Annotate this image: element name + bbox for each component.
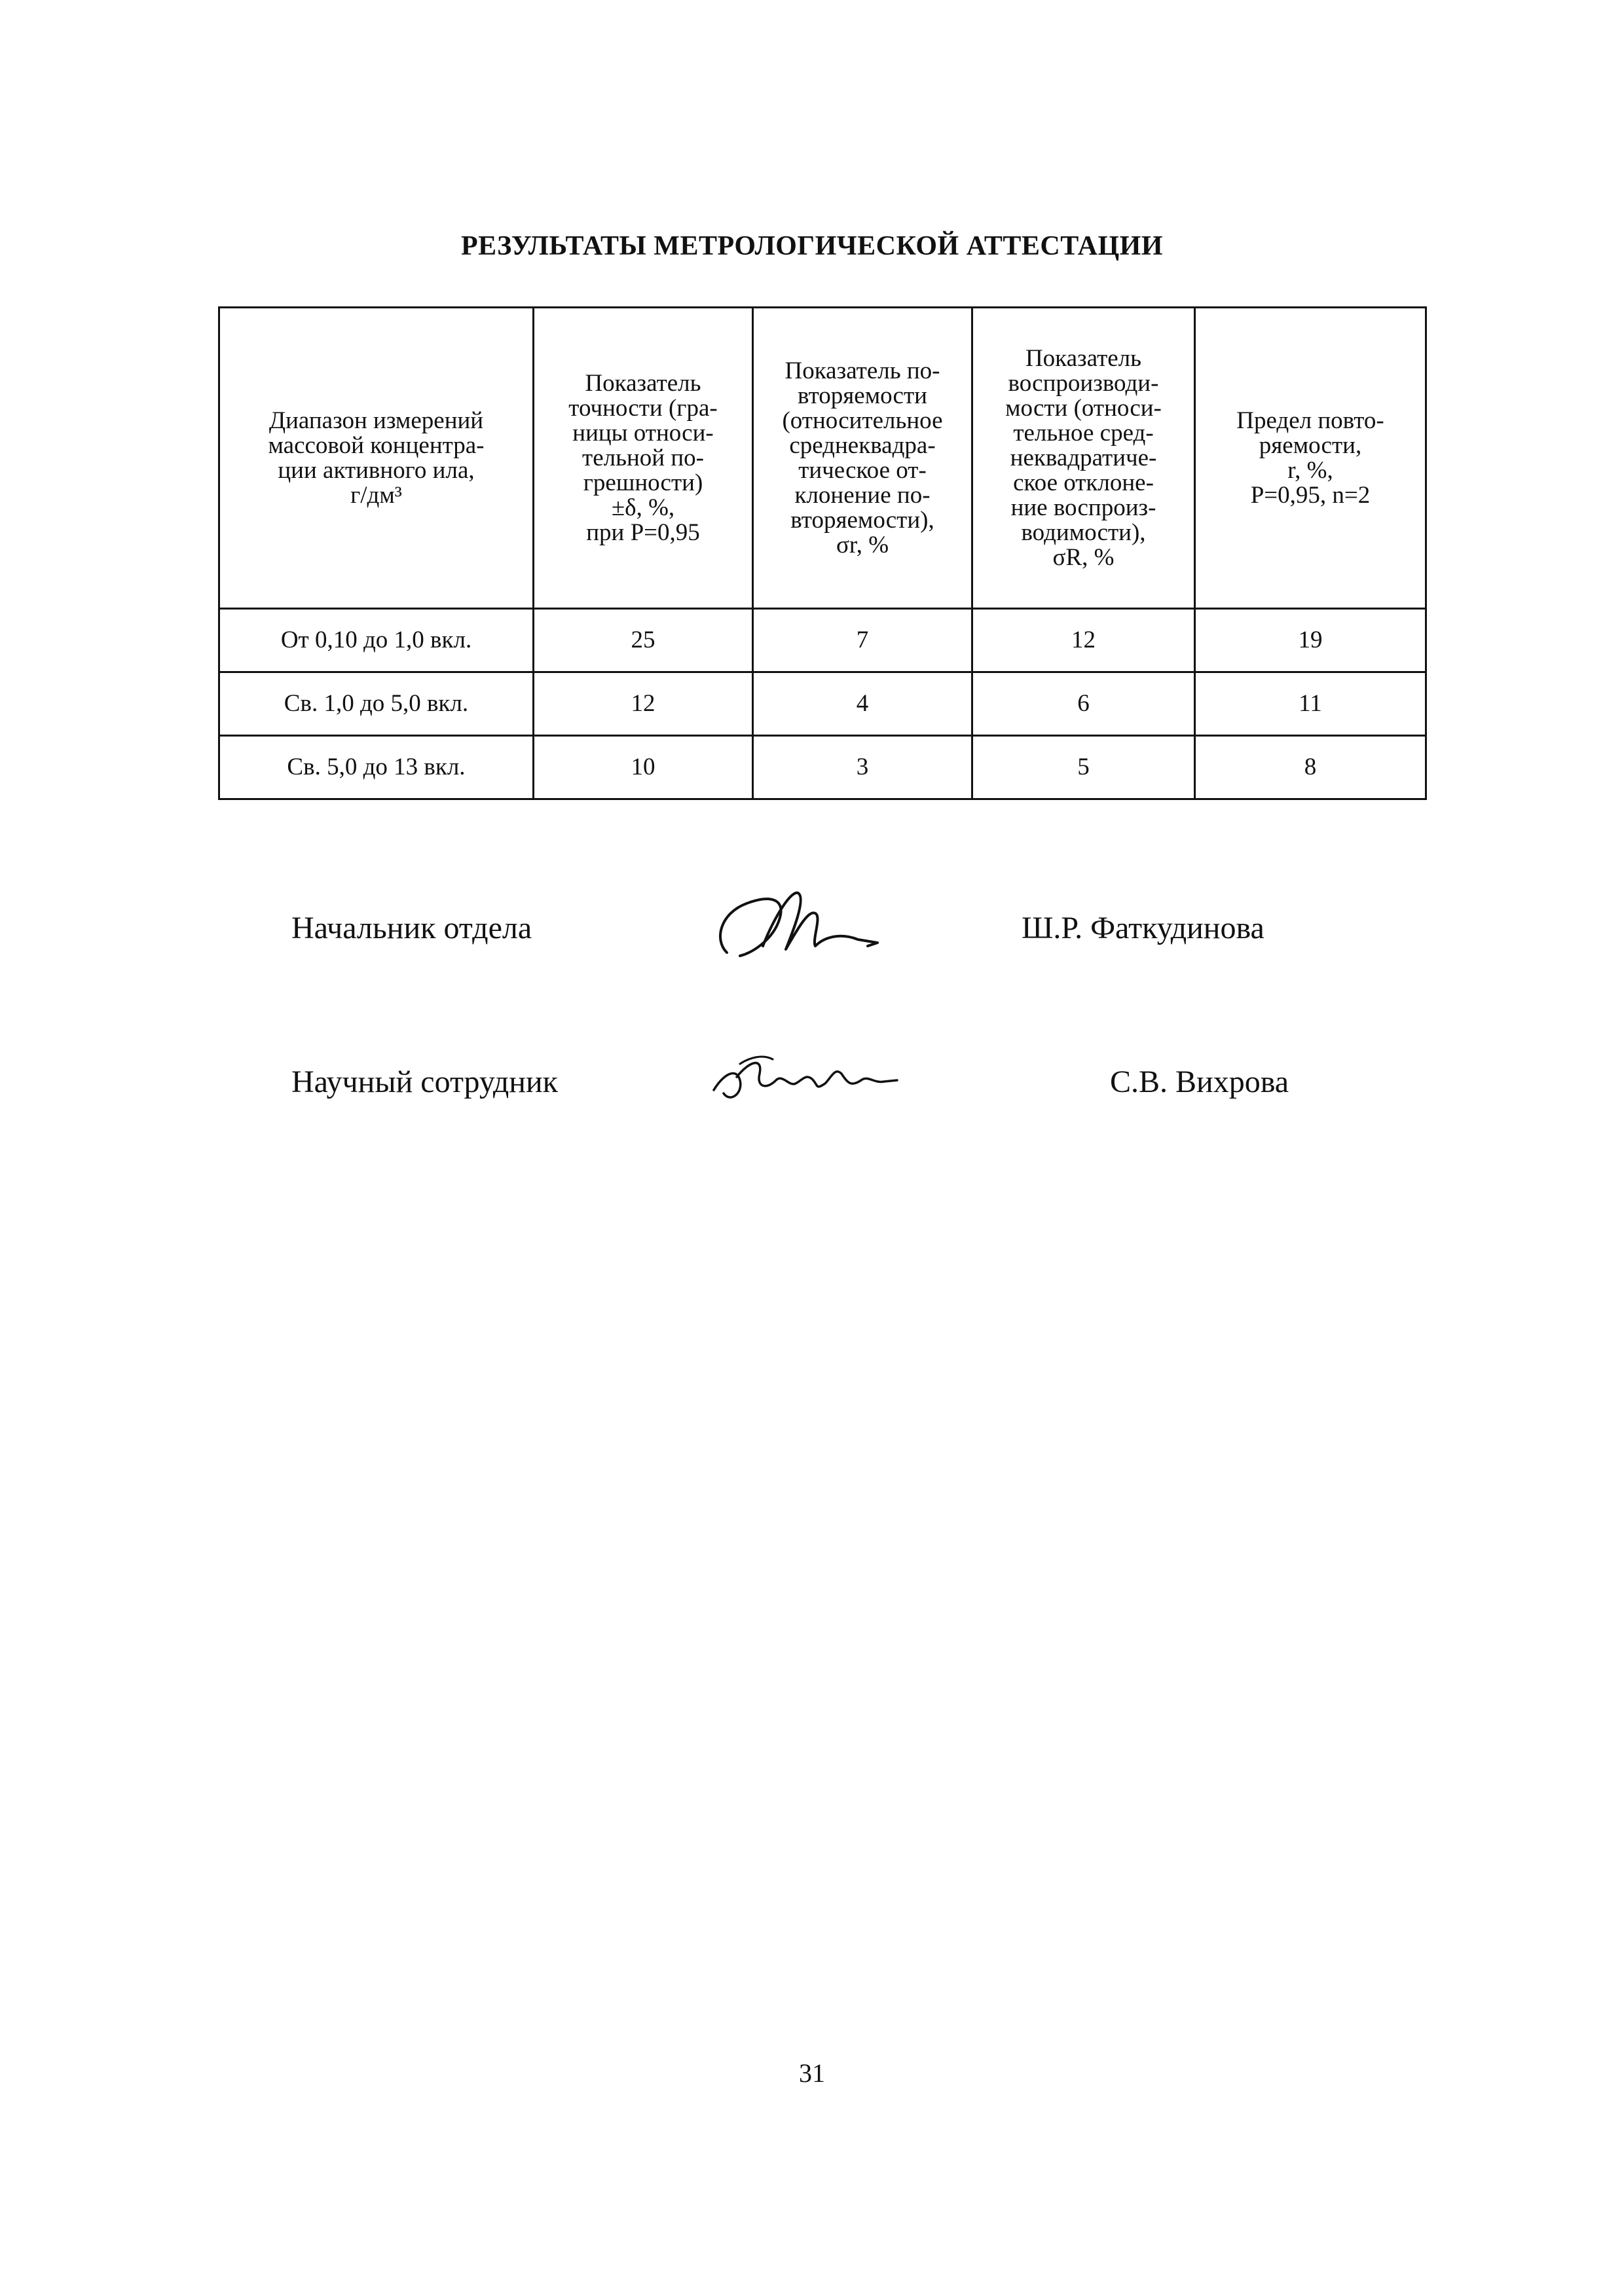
header-line: ние воспроиз- — [1010, 494, 1156, 521]
signature-row-head — [0, 874, 1624, 979]
header-line: (относительное — [782, 407, 943, 434]
limit-cell: 8 — [1195, 736, 1426, 799]
page-number: 31 — [799, 2058, 825, 2088]
header-measurement-range — [219, 308, 534, 609]
header-repeatability — [753, 308, 972, 609]
range-cell: От 0,10 до 1,0 вкл. — [219, 609, 534, 672]
repeatability-cell: 4 — [753, 672, 972, 736]
header-line: вторяемости — [798, 382, 927, 409]
signature-position: Начальник отдела — [291, 911, 532, 945]
header-line: г/дм³ — [350, 481, 402, 509]
document-title: РЕЗУЛЬТАТЫ МЕТРОЛОГИЧЕСКОЙ АТТЕСТАЦИИ — [460, 231, 1163, 261]
header-line: Показатель по- — [784, 357, 940, 384]
header-line: водимости), — [1021, 519, 1146, 546]
handwritten-signature — [701, 874, 897, 979]
header-line: ряемости, — [1259, 431, 1362, 459]
accuracy-cell: 12 — [534, 672, 753, 736]
header-repeatability-limit — [1195, 308, 1426, 609]
header-line: вторяемости), — [790, 506, 934, 534]
reproducibility-cell: 6 — [972, 672, 1195, 736]
header-line: грешности) — [583, 469, 703, 496]
header-line: тельной по- — [582, 444, 704, 471]
header-line: σR, % — [1052, 543, 1115, 571]
signature-row-researcher — [0, 1028, 1624, 1133]
header-line: ±δ, %, — [611, 494, 675, 521]
header-line: r, %, — [1287, 456, 1333, 484]
header-line: Показатель — [1025, 344, 1142, 372]
accuracy-cell: 10 — [534, 736, 753, 799]
header-line: Предел повто- — [1236, 407, 1384, 434]
header-line: Р=0,95, n=2 — [1250, 481, 1371, 509]
signature-name: Ш.Р. Фаткудинова — [1022, 911, 1264, 945]
header-line: тическое от- — [798, 456, 927, 484]
header-line: среднеквадра- — [789, 431, 936, 459]
signature-position: Научный сотрудник — [291, 1065, 558, 1099]
header-line: точности (гра- — [568, 394, 718, 422]
table-header-row — [219, 308, 1426, 609]
range-cell: Св. 1,0 до 5,0 вкл. — [219, 672, 534, 736]
table-row — [219, 609, 1426, 672]
header-line: ницы относи- — [572, 419, 714, 446]
header-line: массовой концентра- — [268, 431, 485, 459]
header-accuracy — [534, 308, 753, 609]
reproducibility-cell: 12 — [972, 609, 1195, 672]
handwritten-signature — [701, 1028, 910, 1133]
header-line: тельное сред- — [1013, 419, 1154, 446]
header-line: мости (относи- — [1005, 394, 1162, 422]
reproducibility-cell: 5 — [972, 736, 1195, 799]
limit-cell: 11 — [1195, 672, 1426, 736]
header-line: ции активного ила, — [278, 456, 475, 484]
repeatability-cell: 7 — [753, 609, 972, 672]
header-line: при Р=0,95 — [586, 519, 700, 546]
limit-cell: 19 — [1195, 609, 1426, 672]
header-line: неквадратиче- — [1010, 444, 1157, 471]
signature-name: С.В. Вихрова — [1110, 1065, 1289, 1099]
table-row — [219, 672, 1426, 736]
results-table — [218, 306, 1427, 800]
repeatability-cell: 3 — [753, 736, 972, 799]
header-line: воспроизводи- — [1008, 369, 1159, 397]
accuracy-cell: 25 — [534, 609, 753, 672]
header-line: σr, % — [836, 531, 889, 558]
header-line: ское отклоне- — [1013, 469, 1154, 496]
header-line: клонение по- — [794, 481, 931, 509]
table-row — [219, 736, 1426, 799]
header-line: Показатель — [585, 369, 701, 397]
header-line: Диапазон измерений — [268, 407, 484, 434]
header-reproducibility — [972, 308, 1195, 609]
range-cell: Св. 5,0 до 13 вкл. — [219, 736, 534, 799]
